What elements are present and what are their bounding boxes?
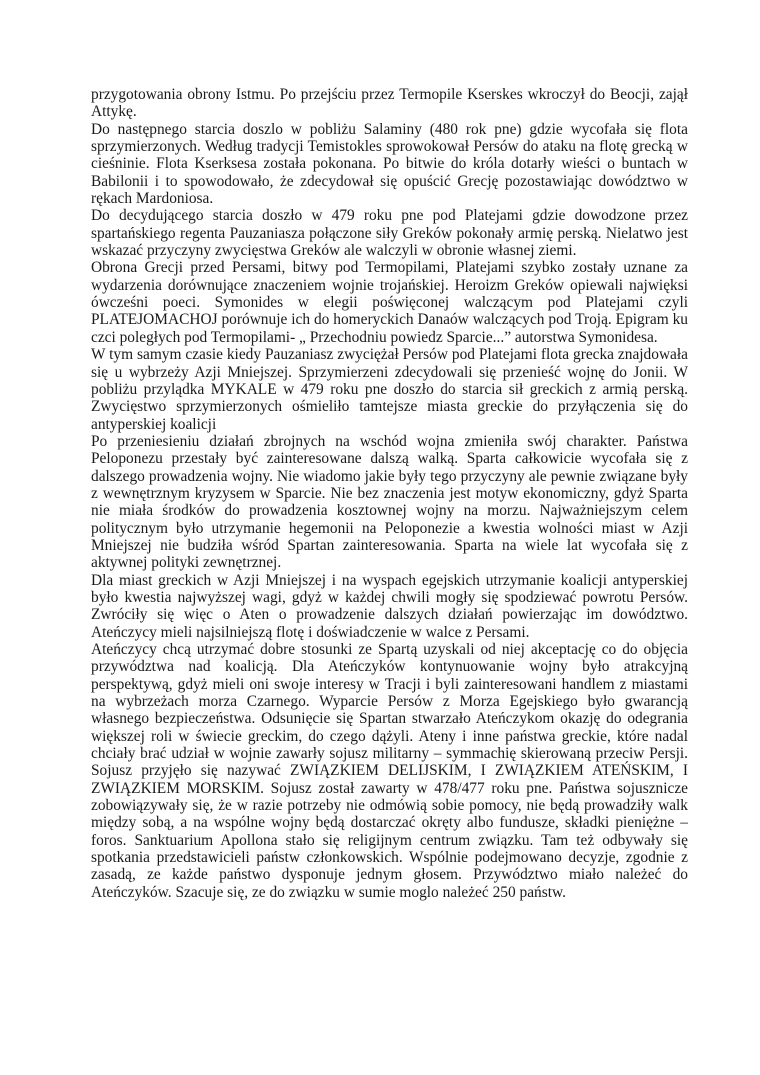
paragraph-2: Do następnego starcia doszlo w pobliżu Salaminy (480 rok pne) gdzie wycofała się flota sprzymierzonych. Według tradycji Temistokles sprowokował Persów do ataku na flotę grecką w cieśninie. Flota Kserksesa została pokonana. Po bitwie do króla dotarły wieści o buntach w Babilonii i to spowodowało, że zdecydował się opuścić Grecję pozostawiając dowództwo w rękach Mardoniosa.: [91, 120, 688, 208]
paragraph-3: Do decydującego starcia doszło w 479 roku pne pod Platejami gdzie dowodzone przez spartańskiego regenta Pauzaniasza połączone siły Greków pokonały armię perską. Nielatwo jest wskazać przyczyny zwycięstwa Greków ale walczyli w obronie własnej ziemi.: [91, 207, 688, 260]
paragraph-6: Po przeniesieniu działań zbrojnych na wschód wojna zmieniła swój charakter. Państwa Peloponezu przestały być zainteresowane dalszą walką. Sparta całkowicie wycofała się z dalszego prowadzenia wojny. Nie wiadomo jakie były tego przyczyny ale pewnie związane były z wewnętrznym kryzysem w Sparcie. Nie bez znaczenia jest motyw ekonomiczny, gdyż Sparta nie miała środków do prowadzenia kosztownej wojny na morzu. Najważniejszym celem politycznym było utrzymanie hegemonii na Peloponezie a kwestia wolności miast w Azji Mniejszej nie budziła wśród Spartan zainteresowania. Sparta na wiele lat wycofała się z aktywnej polityki zewnętrznej.: [91, 432, 688, 572]
document-text-block: [91, 86, 688, 901]
paragraph-1: przygotowania obrony Istmu. Po przejściu przez Termopile Kserskes wkroczył do Beocji, zajął Attykę.: [91, 86, 688, 121]
paragraph-5: W tym samym czasie kiedy Pauzaniasz zwyciężał Persów pod Platejami flota grecka znajdowała się u wybrzeży Azji Mniejszej. Sprzymierzeni zdecydowali się przenieść wojnę do Jonii. W pobliżu przylądka MYKALE w 479 roku pne doszło do starcia sił greckich z armią perską. Zwycięstwo sprzymierzonych ośmieliło tamtejsze miasta greckie do przyłączenia się do antyperskiej koalicji: [91, 346, 688, 433]
paragraph-4: Obrona Grecji przed Persami, bitwy pod Termopilami, Platejami szybko zostały uznane za wydarzenia dorównujące znaczeniem wojnie trojańskiej. Heroizm Greków opiewali najwięksi ówcześni poeci. Symonides w elegii poświęconej walczącym pod Platejami czyli PLATEJOMACHOJ porównuje ich do homeryckich Danaów walczących pod Troją. Epigram ku czci poległych pod Termopilami- „ Przechodniu powiedz Sparcie...” autorstwa Symonidesa.: [91, 259, 688, 346]
paragraph-8: Ateńczycy chcą utrzymać dobre stosunki ze Spartą uzyskali od niej akceptację co do objęcia przywództwa nad koalicją. Dla Ateńczyków kontynuowanie wojny było atrakcyjną perspektywą, gdyż mieli oni swoje interesy w Tracji i byli zainteresowani handlem z miastami na wybrzeżach morza Czarnego. Wyparcie Persów z Morza Egejskiego było gwarancją własnego bezpieczeństwa. Odsunięcie się Spartan stwarzało Ateńczykom okazję do odegrania większej roli w świecie greckim, do czego dążyli. Ateny i inne państwa greckie, które nadal chciały brać udział w wojnie zawarły sojusz militarny – symmachię skierowaną przeciw Persji. Sojusz przyjęło się nazywać ZWIĄZKIEM DELIJSKIM, I ZWIĄZKIEM ATEŃSKIM, I ZWIĄZKIEM MORSKIM. Sojusz został zawarty w 478/477 roku pne. Państwa sojusznicze zobowiązywały się, że w razie potrzeby nie odmówią sobie pomocy, nie będą prowadziły walk między sobą, a na wspólne wojny będą dostarczać okręty albo fundusze, składki pieniężne – foros. Sanktuarium Apollona stało się religijnym centrum związku. Tam też odbywały się spotkania przedstawicieli państw członkowskich. Wspólnie podejmowano decyzje, zgodnie z zasadą, ze każde państwo dysponuje jednym głosem. Przywództwo miało należeć do Ateńczyków. Szacuje się, ze do związku w sumie moglo należeć 250 państw.: [91, 641, 688, 901]
paragraph-7: Dla miast greckich w Azji Mniejszej i na wyspach egejskich utrzymanie koalicji antyperskiej było kwestia najwyższej wagi, gdyż w każdej chwili mogły się spodziewać powrotu Persów. Zwróciły się więc o Aten o prowadzenie dalszych działań powierzając im dowództwo. Ateńczycy mieli najsilniejszą flotę i doświadczenie w walce z Persami.: [91, 571, 688, 641]
